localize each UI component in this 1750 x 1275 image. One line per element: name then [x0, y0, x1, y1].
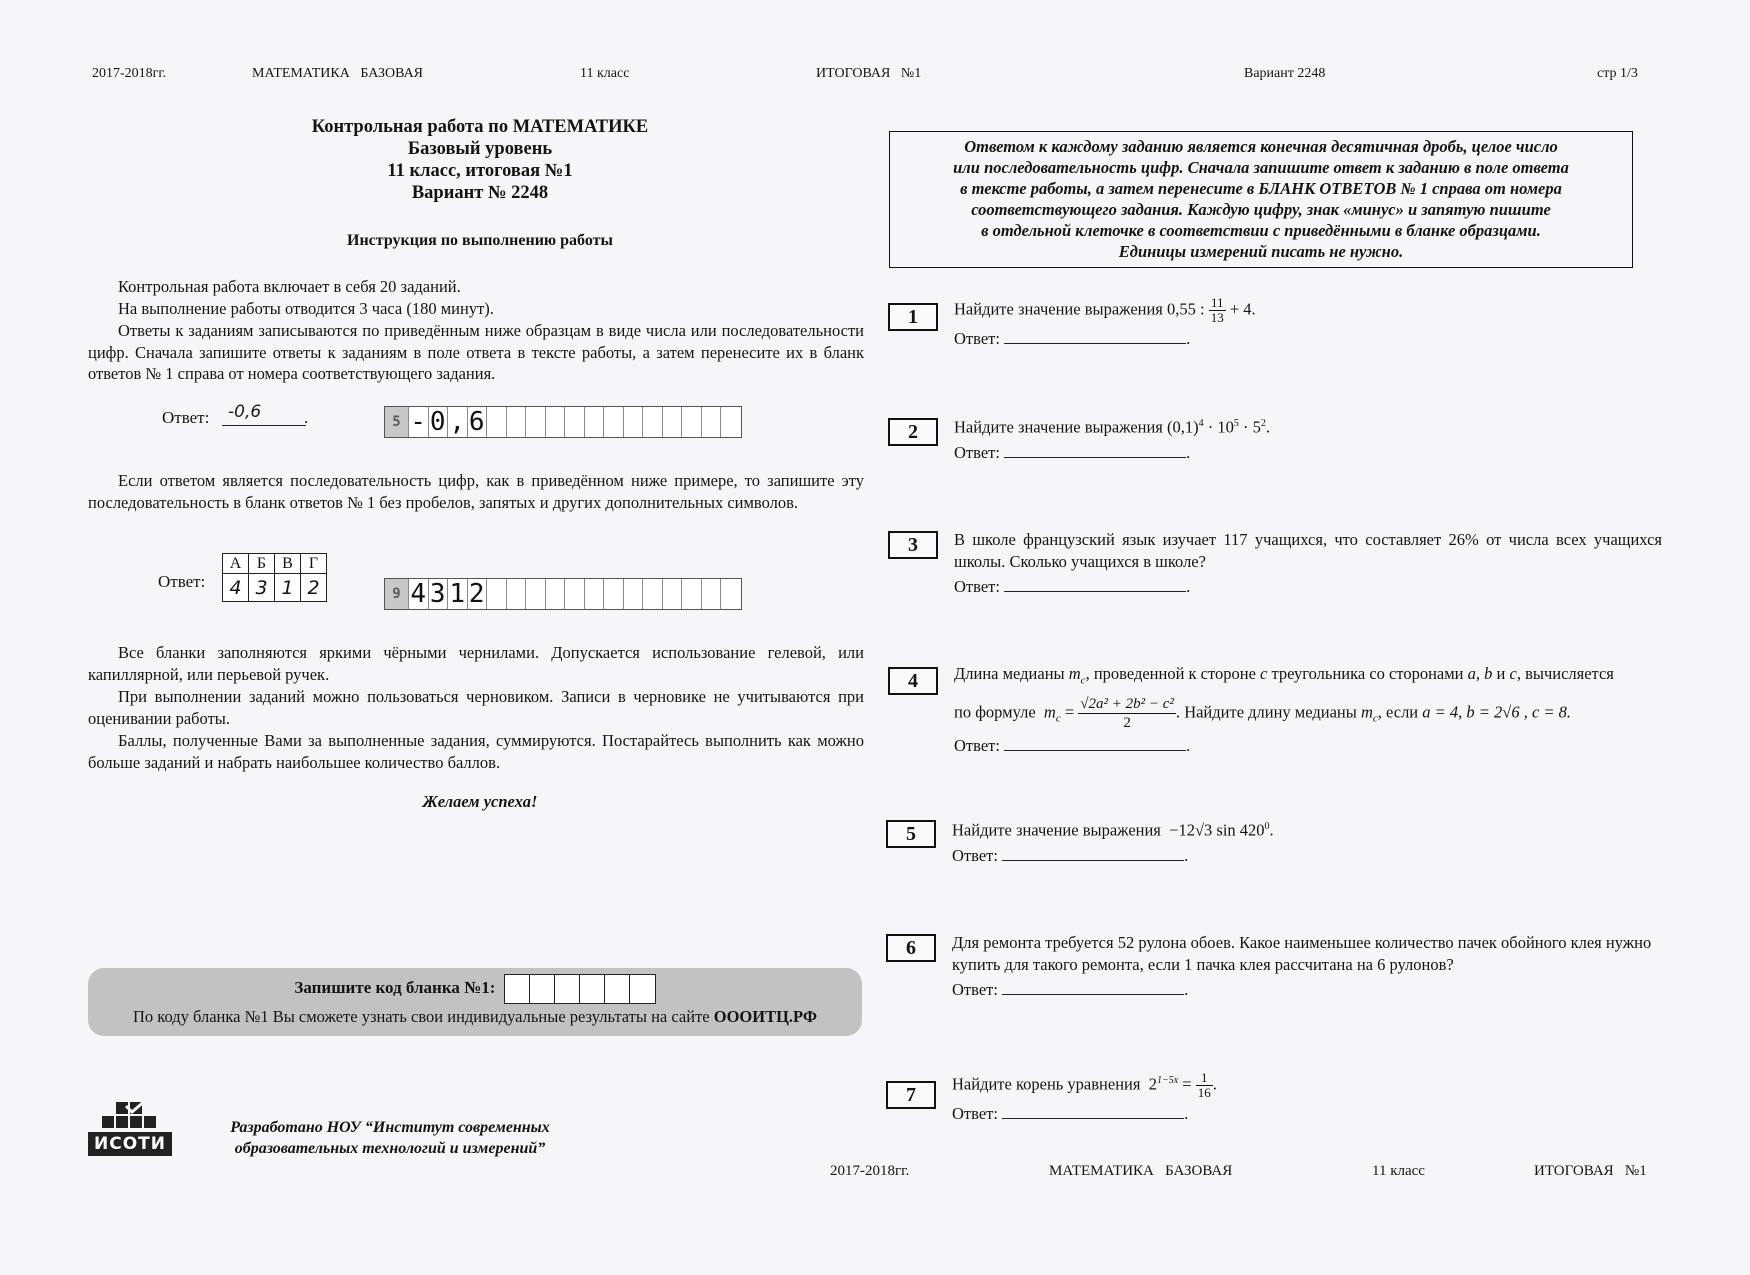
task-number-6: 6: [886, 934, 936, 962]
answer-cell: [663, 579, 683, 609]
header-variant: Вариант 2248: [1244, 66, 1326, 81]
answer-cell: [526, 579, 546, 609]
answer-row: Ответ: .: [952, 845, 1189, 865]
title-line: Вариант № 2248: [411, 183, 549, 203]
task-text: треугольника со сторонами: [1271, 664, 1464, 683]
answer-cell: [663, 407, 683, 437]
code-cell[interactable]: [530, 975, 555, 1003]
task-text: Для ремонта требуется 52 рулона обоев. Какое наименьшее количество пачек обойного клея нужно купить для такого ремонта, если 1 пачка клея рассчитана на 6 рулонов?: [952, 933, 1652, 974]
frac-bottom: 16: [1197, 1085, 1211, 1101]
task-text: , вычисляется: [1516, 664, 1614, 683]
example1-dot: .: [304, 408, 309, 427]
instructions-title: Инструкция по выполнению работы: [347, 232, 613, 249]
answer-field[interactable]: [1002, 1118, 1184, 1119]
task-text: Найдите значение выражения: [952, 820, 1161, 840]
task-expr: =: [1178, 1074, 1192, 1094]
var-m: m: [1043, 702, 1056, 722]
task-expr: 2: [1148, 1074, 1157, 1094]
task-text: Найдите значение выражения (0,1): [954, 417, 1199, 437]
answer-cell: 6: [468, 407, 488, 437]
developer-credit: [190, 1117, 590, 1159]
isoti-logo: [86, 1100, 174, 1162]
answer-cell: [487, 579, 507, 609]
answer-cell: 0: [429, 407, 449, 437]
header-page: стр 1/3: [1597, 66, 1638, 81]
answer-cell: [682, 407, 702, 437]
task-expr: 0,55 :: [1167, 299, 1205, 319]
footer-exam: ИТОГОВАЯ №1: [1534, 1163, 1647, 1179]
answer-label: Ответ:: [952, 1104, 998, 1124]
footer-grade: 11 класс: [1372, 1163, 1425, 1179]
answer-cell: [585, 407, 605, 437]
code-row: [88, 974, 862, 1004]
answer-row: Ответ: .: [954, 736, 1191, 756]
answer-cell: [604, 407, 624, 437]
task-expr: .: [1212, 1074, 1217, 1094]
answer-cell: ,: [448, 407, 468, 437]
task-text: , если: [1377, 702, 1419, 722]
task-1: [954, 296, 1664, 350]
var-m: m: [1360, 702, 1373, 722]
footer-years: 2017-2018гг.: [830, 1163, 910, 1179]
task-text: Длина медианы: [954, 664, 1065, 683]
instr-p1: Контрольная работа включает в себя 20 заданий.: [118, 277, 461, 296]
instr-p6: При выполнении заданий можно пользоваться черновиком. Записи в черновике не учитываются при оценивании работы.: [88, 687, 864, 728]
answer-cell: 3: [429, 579, 449, 609]
task-number-3: 3: [888, 531, 938, 559]
table-header: А: [223, 554, 249, 574]
task-number-1: 1: [888, 303, 938, 331]
task-text: Найдите корень уравнения: [952, 1074, 1141, 1094]
title-line: 11 класс, итоговая №1: [387, 161, 573, 181]
header-exam: ИТОГОВАЯ №1: [816, 66, 922, 81]
task-text: Найдите значение выражения: [954, 299, 1163, 319]
answer-cell: [507, 579, 527, 609]
task-expr: + 4.: [1229, 299, 1256, 319]
table-header: Г: [301, 554, 327, 574]
table-value: 2: [301, 574, 327, 602]
title-line: Контрольная работа по МАТЕМАТИКЕ: [311, 117, 649, 137]
answer-cell: [604, 579, 624, 609]
answer-label: Ответ:: [952, 980, 998, 999]
answer-cell: [507, 407, 527, 437]
answer-label: Ответ:: [954, 442, 1000, 462]
header-grade: 11 класс: [580, 66, 630, 81]
task-text: и: [1496, 664, 1506, 683]
notice-line: в отдельной клеточке в соответствии с приведёнными в бланке образцами.: [981, 221, 1541, 240]
answer-cell: [643, 579, 663, 609]
task-5: [952, 816, 1662, 867]
example2-answer-cells: [384, 578, 742, 610]
table-header: Б: [249, 554, 275, 574]
code-hint-text: По коду бланка №1 Вы сможете узнать свои индивидуальные результаты на сайте: [132, 1007, 714, 1026]
code-label: Запишите код бланка №1:: [294, 977, 496, 997]
frac-top: 1: [1196, 1071, 1213, 1086]
logo-text: ИСОТИ: [94, 1134, 166, 1154]
frac-bottom: 2: [1123, 715, 1131, 732]
frac-bottom: 13: [1210, 310, 1224, 325]
answer-field[interactable]: [1002, 994, 1184, 995]
answer-label: Ответ:: [952, 845, 998, 865]
exponent: 2: [1260, 418, 1266, 429]
code-cell[interactable]: [505, 975, 530, 1003]
answer-cell: [487, 407, 507, 437]
cell-task-number: 5: [385, 407, 409, 437]
instr-p4: Если ответом является последовательность цифр, как в приведённом ниже примере, то запишите эту последовательность в бланк ответов № 1 без пробелов, запятых и других дополнительных символов.: [88, 471, 864, 512]
example2-label: Ответ:: [158, 572, 206, 591]
var-c-sub: c: [1080, 674, 1086, 687]
header-years: 2017-2018гг.: [92, 66, 167, 81]
answer-label: Ответ:: [954, 329, 1000, 348]
answer-row: Ответ: .: [952, 1104, 1189, 1124]
exponent: 5: [1233, 418, 1239, 429]
answer-row: Ответ: .: [954, 329, 1191, 348]
answer-field[interactable]: [1004, 343, 1186, 344]
answer-label: Ответ:: [954, 577, 1000, 596]
example2-table: [222, 553, 327, 602]
task-text: В школе французский язык изучает 117 учащихся, что составляет 26% от числа всех учащихся школы. Сколько учащихся в школе?: [954, 530, 1662, 571]
answer-row: Ответ: .: [954, 442, 1191, 462]
notice-line: Единицы измерений писать не нужно.: [1118, 242, 1404, 261]
instr-p5: Все бланки заполняются яркими чёрными чернилами. Допускается использование гелевой, или капиллярной, или перьевой ручек.: [88, 643, 864, 684]
answer-row: Ответ: .: [952, 980, 1189, 999]
task-expr: −12√3 sin 420: [1169, 820, 1265, 840]
answer-label: Ответ:: [954, 736, 1000, 756]
answer-cell: [643, 407, 663, 437]
answer-cell: [702, 407, 722, 437]
answer-row: Ответ: .: [954, 577, 1191, 596]
answer-cell: [565, 407, 585, 437]
example1-label: Ответ:: [162, 408, 210, 427]
task-3: [954, 529, 1662, 598]
exponent: 0: [1264, 821, 1270, 832]
table-value: 1: [275, 574, 301, 602]
cell-task-number: 9: [385, 579, 409, 609]
answer-cell: [585, 579, 605, 609]
answer-cell: -: [409, 407, 429, 437]
task-text: , проведенной к стороне: [1085, 664, 1256, 683]
exponent: 4: [1198, 418, 1204, 429]
code-site-link[interactable]: ОООИТЦ.РФ: [713, 1007, 818, 1026]
answer-cell: [624, 579, 644, 609]
wish-text: Желаем успеха!: [422, 792, 538, 811]
notice-line: в тексте работы, а затем перенесите в БЛАНК ОТВЕТОВ № 1 справа от номера: [960, 179, 1562, 198]
answer-cell: 4: [409, 579, 429, 609]
example1-answer-cells: [384, 406, 742, 438]
task-number-2: 2: [888, 418, 938, 446]
answer-cell: [702, 579, 722, 609]
table-value: 3: [249, 574, 275, 602]
example1-answer: -0,6: [228, 402, 262, 422]
answer-cell: [721, 579, 741, 609]
credit-line: образовательных технологий и измерений”: [234, 1140, 546, 1157]
notice-line: или последовательность цифр. Сначала запишите ответ к заданию в поле ответа: [953, 158, 1569, 177]
answer-format-notice: [889, 131, 1633, 268]
task-number-5: 5: [886, 820, 936, 848]
task-text: . Найдите длину медианы: [1175, 702, 1357, 722]
answer-cell: [565, 579, 585, 609]
task-condition: a = 4, b = 2√6 , c = 8.: [1422, 702, 1572, 722]
frac-top: 11: [1209, 296, 1226, 311]
var-a: a: [1467, 664, 1476, 683]
var-c: c: [1260, 664, 1268, 683]
task-expr: .: [1265, 417, 1271, 437]
answer-cell: [721, 407, 741, 437]
answer-field[interactable]: [1004, 591, 1186, 592]
var-c-sub: c: [1055, 712, 1061, 725]
credit-line: Разработано НОУ “Институт современных: [230, 1119, 550, 1136]
frac-top: √2a² + 2b² − c²: [1080, 696, 1174, 713]
task-6: [952, 932, 1664, 1001]
task-2: [954, 413, 1664, 464]
answer-cell: [624, 407, 644, 437]
answer-cell: [546, 407, 566, 437]
table-header: В: [275, 554, 301, 574]
fraction: [1196, 1071, 1213, 1100]
answer-cell: [682, 579, 702, 609]
var-c-sub: c: [1372, 712, 1378, 725]
code-hint: [88, 1007, 862, 1027]
answer-field[interactable]: [1002, 860, 1184, 861]
fraction: [1209, 296, 1226, 325]
notice-line: Ответом к каждому заданию является конечная десятичная дробь, целое число: [964, 137, 1558, 156]
exponent: 1−5x: [1156, 1075, 1179, 1086]
code-input-cells[interactable]: [504, 974, 656, 1004]
answer-field[interactable]: [1004, 457, 1186, 458]
example1-answer-line: [222, 402, 309, 427]
code-cell[interactable]: [605, 975, 630, 1003]
task-4: Длина медианы $m_c$, проведенной к стороне c треугольника со сторонами a, b и c, вычисляется по формуле $m_c$ = $\frac{\text{√2a² + 2b² − c²}}{2}$ . Найдите длину медианы $m_c$, если a = 4, b = 2√6 , c = 8. Ответ: .: [954, 663, 1666, 757]
answer-cell: [546, 579, 566, 609]
answer-cell: [526, 407, 546, 437]
task-expr: · 5: [1238, 417, 1261, 437]
answer-cell: 1: [448, 579, 468, 609]
title-line: Базовый уровень: [407, 139, 553, 159]
code-cell[interactable]: [580, 975, 605, 1003]
page-title: [130, 116, 830, 204]
footer-subject: МАТЕМАТИКА БАЗОВАЯ: [1049, 1163, 1233, 1179]
var-c: c: [1509, 664, 1517, 683]
task-number-7: 7: [886, 1081, 936, 1109]
task-expr: .: [1269, 820, 1274, 840]
answer-cell: 2: [468, 579, 488, 609]
instr-p3: Ответы к заданиям записываются по приведённым ниже образцам в виде числа или последовательности цифр. Сначала запишите ответы к заданиям в поле ответа в тексте работы, а затем перенесите их в бланк ответов № 1 справа от номера соответствующего задания.: [88, 321, 864, 383]
task-number-4: 4: [888, 667, 938, 695]
instr-p7: Баллы, полученные Вами за выполненные задания, суммируются. Постарайтесь выполнить как можно больше заданий и набрать наибольшее количество баллов.: [88, 731, 864, 772]
task-text: по формуле: [954, 702, 1036, 722]
instr-p2: На выполнение работы отводится 3 часа (180 минут).: [118, 299, 494, 318]
answer-field[interactable]: [1004, 750, 1186, 751]
header-subject: МАТЕМАТИКА БАЗОВАЯ: [252, 66, 424, 81]
var-b: b: [1484, 664, 1493, 683]
code-cell[interactable]: [555, 975, 580, 1003]
notice-line: соответствующего задания. Каждую цифру, знак «минус» и запятую пишите: [971, 200, 1551, 219]
table-value: 4: [223, 574, 249, 602]
task-7: [952, 1070, 1662, 1125]
task-expr: · 10: [1203, 417, 1234, 437]
median-formula: [1078, 695, 1176, 732]
code-cell[interactable]: [630, 975, 655, 1003]
var-m: m: [1068, 664, 1081, 683]
